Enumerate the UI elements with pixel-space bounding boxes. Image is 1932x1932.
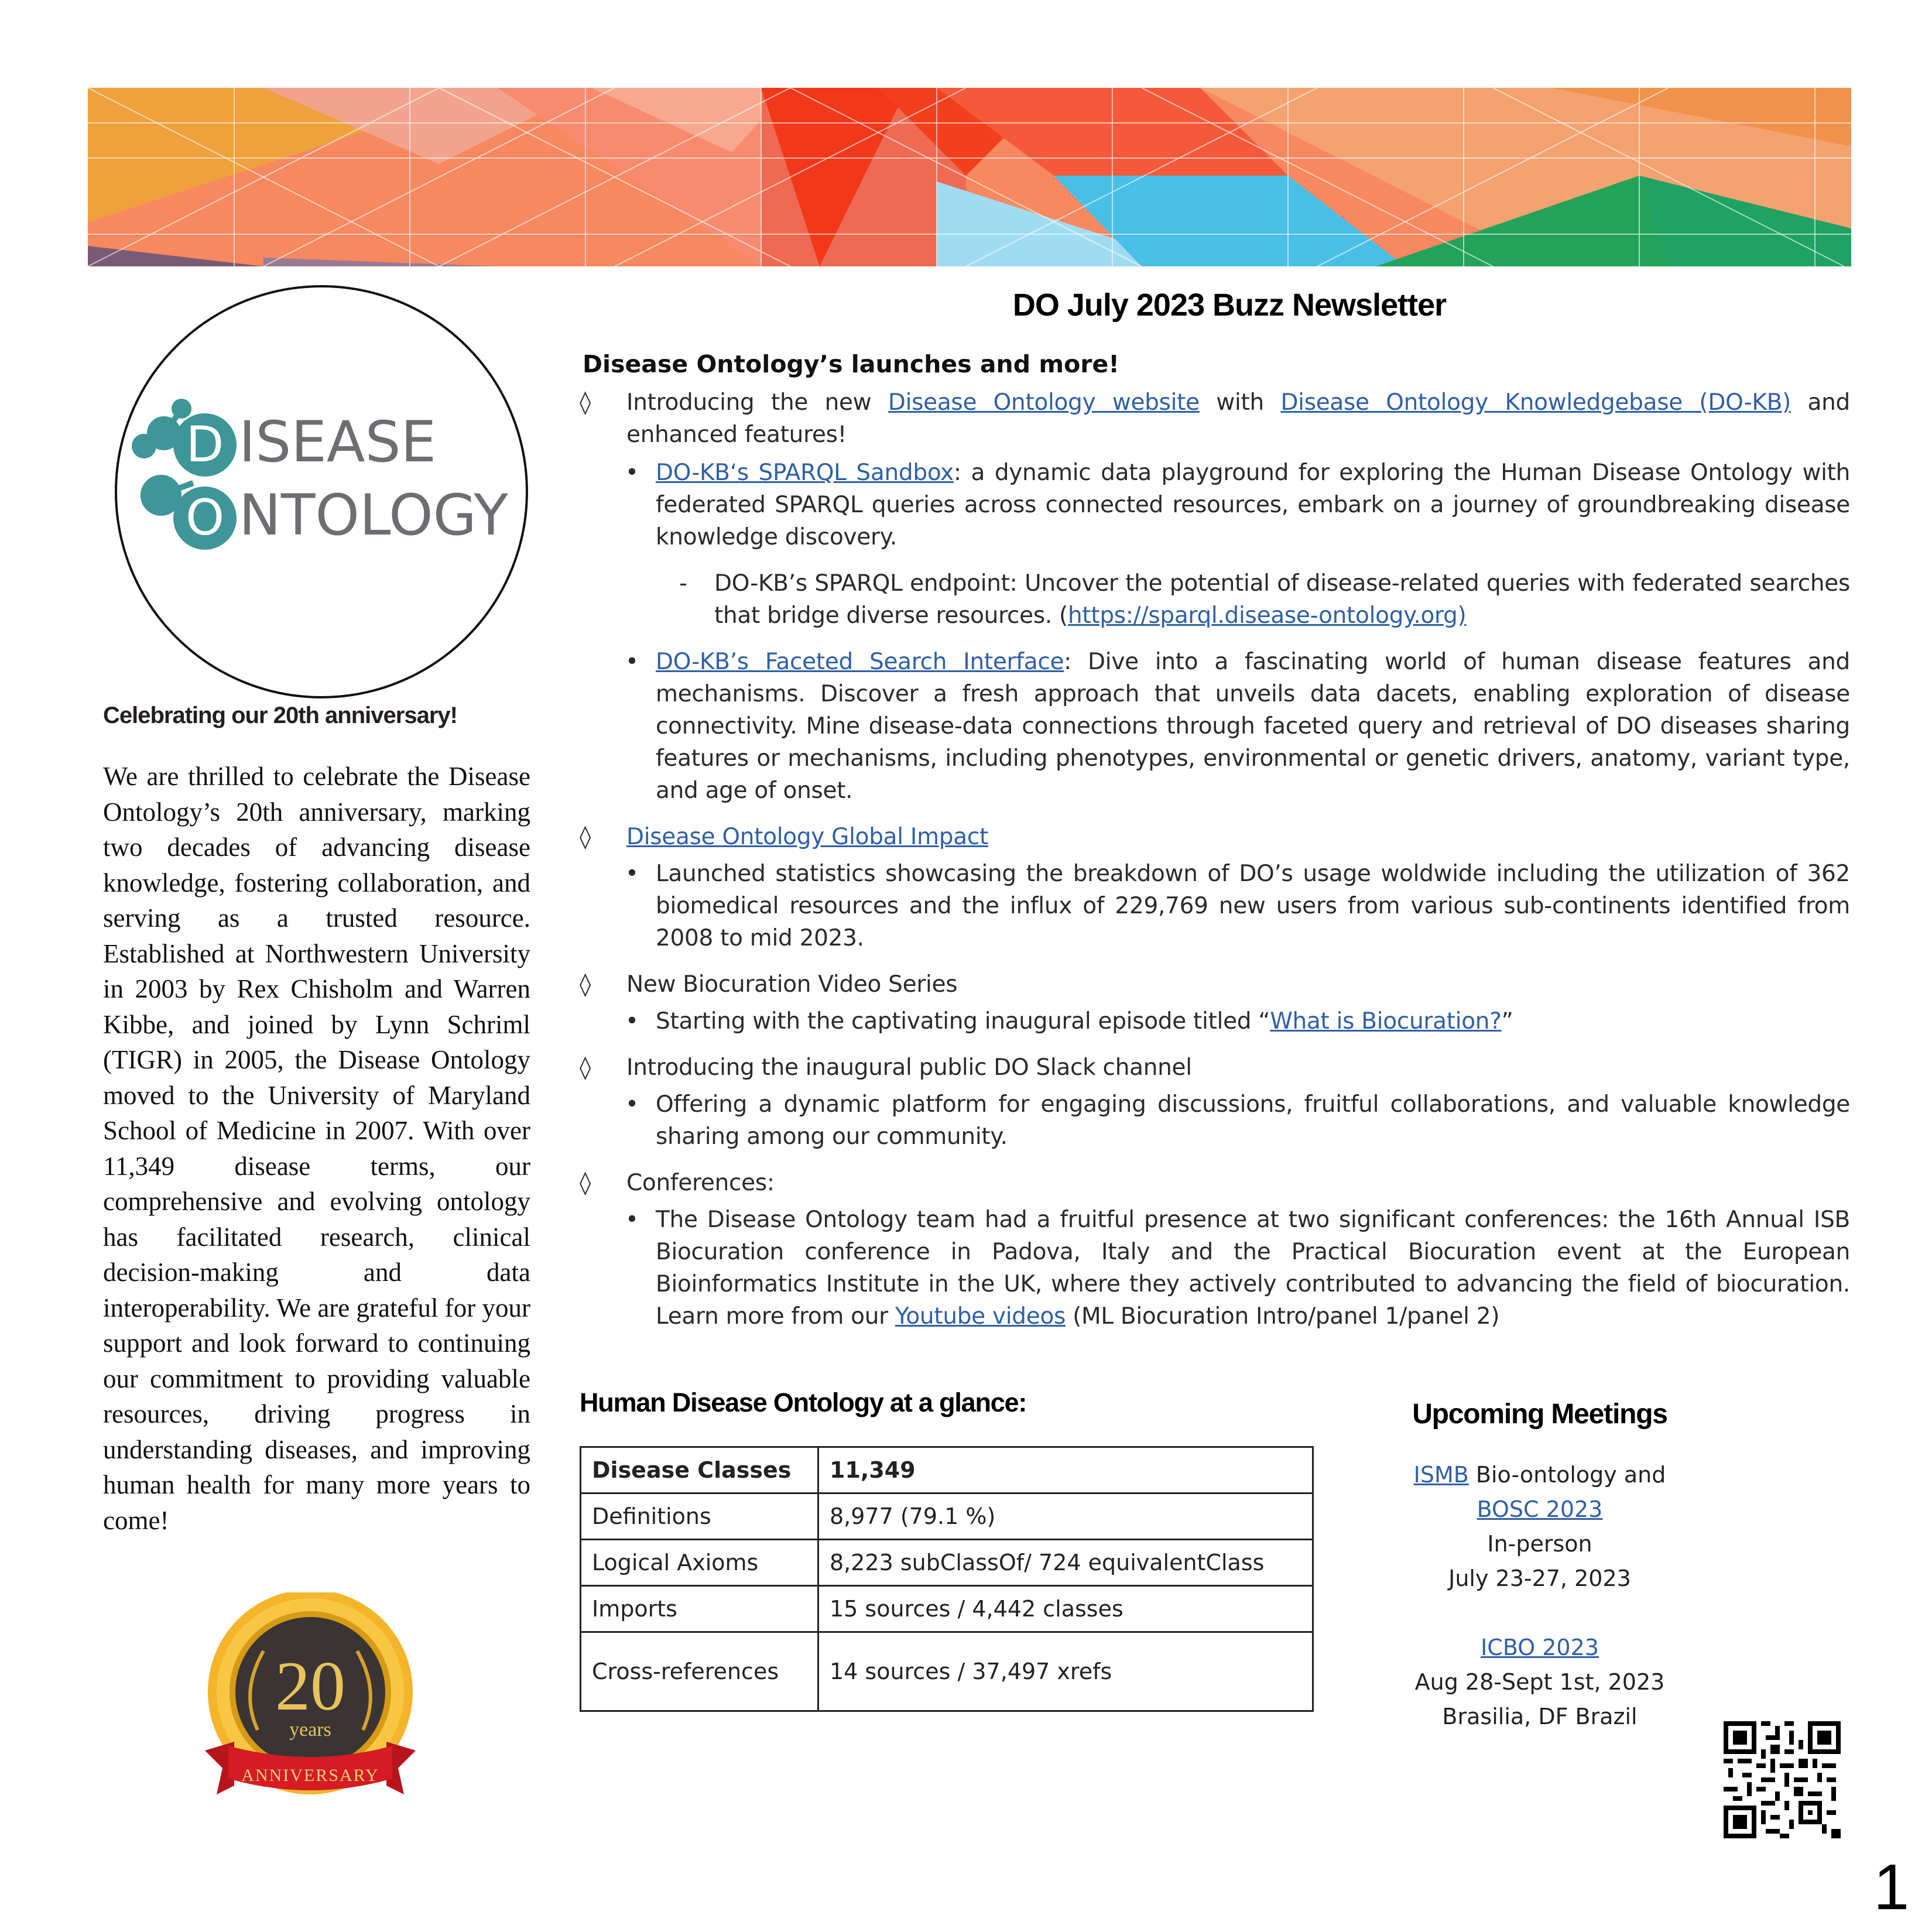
table-cell-value: 8,223 subClassOf/ 724 equivalentClass (818, 1540, 1313, 1586)
logo-initial-o: O (185, 489, 225, 546)
link-global-impact[interactable]: Disease Ontology Global Impact (626, 824, 988, 850)
diamond-icon: ◊ (580, 389, 591, 416)
link-do-kb[interactable]: Disease Ontology Knowledgebase (DO-KB) (1280, 389, 1791, 416)
disease-ontology-logo (129, 386, 515, 562)
table-cell-label: Definitions (581, 1493, 818, 1540)
bullet-icon: • (625, 1091, 639, 1118)
meetings-heading: Upcoming Meetings (1412, 1399, 1667, 1430)
page-number: 1 (1873, 1851, 1910, 1923)
list-item-slack: ◊ Introducing the inaugural public DO Slack channel (580, 1051, 1850, 1084)
list-item-conferences: ◊ Conferences: (580, 1167, 1850, 1199)
link-sparql-endpoint[interactable]: https://sparql.disease-ontology.org) (1067, 602, 1467, 629)
list-item-faceted-search: • DO-KB’s Faceted Search Interface: Dive into a fascinating world of human disease features and mechanisms. Discover a fresh approach that unveils data dacets, enabling exploration of disease connectivity. Mine disease-data connections through faceted query and retrieval of DO diseases sharing features or mechanisms, including phenotypes, environmental or genetic drivers, anatomy, variant type, and age of onset. (580, 646, 1850, 807)
link-faceted-search[interactable]: DO-KB’s Faceted Search Interface (656, 649, 1064, 675)
stats-table (580, 1446, 1314, 1712)
list-item-sparql-sandbox: • DO-KB‘s SPARQL Sandbox: a dynamic data playground for exploring the Human Disease Ontology with federated SPARQL queries across connected resources, embark on a journey of groundbreaking disease knowledge discovery. (580, 457, 1850, 553)
meeting-icbo-place: Brasilia, DF Brazil (1442, 1704, 1638, 1729)
list-item-slack-desc: • Offering a dynamic platform for engaging discussions, fruitful collaborations, and valuable knowledge sharing among our community. (580, 1088, 1850, 1153)
table-cell-label: Logical Axioms (581, 1540, 818, 1586)
bullet-icon: • (625, 460, 639, 486)
link-disease-ontology-website[interactable]: Disease Ontology website (888, 389, 1200, 416)
list-item-global-impact (580, 821, 1850, 853)
bullet-icon: • (625, 649, 639, 675)
link-icbo-2023[interactable]: ICBO 2023 (1481, 1635, 1599, 1660)
table-cell-value: 15 sources / 4,442 classes (818, 1586, 1313, 1632)
qr-code-icon[interactable] (1724, 1721, 1841, 1838)
meeting-icbo-line (1393, 1630, 1686, 1665)
badge-years: years (289, 1719, 331, 1741)
link-what-is-biocuration[interactable]: What is Biocuration? (1270, 1008, 1502, 1034)
table-row (581, 1493, 1313, 1540)
logo-initial-d: D (186, 416, 224, 473)
section-subtitle: Disease Ontology’s launches and more! (583, 350, 1119, 378)
link-youtube-videos[interactable]: Youtube videos (895, 1303, 1066, 1330)
bullet-icon: • (625, 1008, 639, 1034)
table-row (581, 1447, 1313, 1493)
diamond-icon: ◊ (580, 1054, 591, 1081)
anniversary-badge (193, 1592, 427, 1815)
diamond-icon: ◊ (580, 824, 591, 850)
meeting-spacer (1393, 1596, 1686, 1630)
list-item-new-website: ◊ Introducing the new Disease Ontology website with Disease Ontology Knowledgebase (DO-KB) and enhanced features! (580, 386, 1850, 451)
badge-number: 20 (275, 1647, 345, 1725)
table-cell-value: 11,349 (818, 1447, 1313, 1493)
logo-word-ontology: NTOLOGY (239, 482, 508, 548)
meeting-bosc-line (1393, 1492, 1686, 1527)
table-cell-value: 8,977 (79.1 %) (818, 1493, 1313, 1540)
meeting-ismb-line: ISMB Bio-ontology and (1413, 1462, 1666, 1488)
list-item-conferences-desc: • The Disease Ontology team had a fruitful presence at two significant conferences: the 16th Annual ISB Biocuration conference in Padova, Italy and the Practical Biocuration event at the European Bioinformatics Institute in the UK, where they actively contributed to advancing the field of biocuration. Learn more from our Youtube videos (ML Biocuration Intro/panel 1/panel 2) (580, 1204, 1850, 1332)
newsletter-title: DO July 2023 Buzz Newsletter (1012, 287, 1447, 323)
anniversary-body: We are thrilled to celebrate the Disease Ontology’s 20th anniversary, marking two decades of advancing disease knowledge, fostering collaboration, and serving as a trusted resource. Established at Northwestern University in 2003 by Rex Chisholm and Warren Kibbe, and joined by Lynn Schriml (TIGR) in 2005, the Disease Ontology moved to the University of Maryland School of Medicine in 2007. With over 11,349 disease terms, our comprehensive and evolving ontology has facilitated research, clinical decision-making and data interoperability. We are grateful for your support and look forward to continuing our commitment to providing valuable resources, driving progress in understanding diseases, and improving human health for many more years to come! (103, 762, 530, 1535)
table-row (581, 1540, 1313, 1586)
link-ismb[interactable]: ISMB (1413, 1462, 1469, 1488)
bullet-icon: • (625, 1207, 639, 1233)
list-item-video-series: ◊ New Biocuration Video Series (580, 968, 1850, 1001)
logo-word-disease: ISEASE (239, 409, 437, 475)
badge-ribbon-text: ANNIVERSARY (241, 1766, 379, 1785)
anniversary-heading: Celebrating our 20th anniversary! (103, 703, 457, 728)
table-cell-label: Disease Classes (581, 1447, 818, 1493)
bullet-icon: • (625, 861, 639, 887)
main-content (580, 386, 1850, 1332)
table-cell-label: Imports (581, 1586, 818, 1632)
list-item-sparql-endpoint: - DO-KB’s SPARQL endpoint: Uncover the potential of disease-related queries with federated searches that bridge diverse resources. (https://sparql.disease-ontology.org) (580, 567, 1850, 632)
table-row (581, 1586, 1313, 1632)
meeting-icbo-dates: Aug 28-Sept 1st, 2023 (1414, 1669, 1665, 1695)
meeting-bosc-mode: In-person (1487, 1531, 1592, 1557)
glance-heading: Human Disease Ontology at a glance: (580, 1388, 1027, 1417)
table-cell-value: 14 sources / 37,497 xrefs (818, 1632, 1313, 1711)
header-banner (88, 88, 1851, 266)
table-row (581, 1632, 1313, 1711)
link-sparql-sandbox[interactable]: DO-KB‘s SPARQL Sandbox (656, 460, 954, 486)
link-bosc-2023[interactable]: BOSC 2023 (1477, 1496, 1603, 1522)
diamond-icon: ◊ (580, 971, 591, 998)
list-item-video-episode: • Starting with the captivating inaugural episode titled “What is Biocuration?” (580, 1005, 1850, 1037)
list-item-impact-stats: • Launched statistics showcasing the breakdown of DO’s usage woldwide including the utilization of 362 biomedical resources and the influx of 229,769 new users from various sub-continents identified from 2008 to mid 2023. (580, 858, 1850, 954)
diamond-icon: ◊ (580, 1170, 591, 1196)
meetings-list (1393, 1458, 1686, 1734)
meeting-bosc-dates: July 23-27, 2023 (1448, 1566, 1631, 1591)
dash-icon: - (679, 570, 687, 597)
table-cell-label: Cross-references (581, 1632, 818, 1711)
